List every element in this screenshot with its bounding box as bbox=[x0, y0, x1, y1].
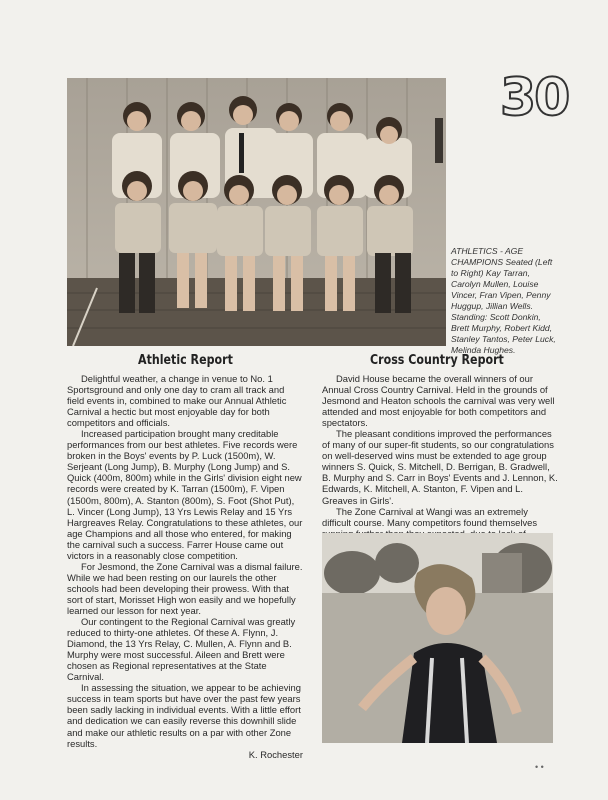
cross-country-heading: Cross Country Report bbox=[370, 352, 504, 368]
group-photo-illustration bbox=[67, 78, 446, 346]
athletic-paragraph: In assessing the situation, we appear to be achieving success in team sports but have over the past few years been sadly lacking in individual events. With a little effort and dedication we can easily reverse this downhill slide and make our athletic results on a par with other Zone results. bbox=[67, 682, 301, 749]
photo-caption: ATHLETICS - AGE CHAMPIONS Seated (Left to Right) Kay Tarran, Carolyn Mullen, Louise Vincer, Fran Vipen, Penny Huggup, Jillian Wells. Standing: Scott Donkin, Brett Murphy, Robert Kidd, Stanley Tantos, Peter Luck, Melinda Hughes. bbox=[451, 246, 556, 355]
page-marks: • • bbox=[535, 762, 544, 772]
athletic-paragraph: Our contingent to the Regional Carnival was greatly reduced to thirty-one athletes. Of these A. Flynn, J. Diamond, the 13 Yrs Relay, C. Mullen, A. Flynn and B. Murphy were most successful. Aileen and Brett were chosen as Regional representatives at the State Carnival. bbox=[67, 616, 296, 683]
cross-country-runner-photo bbox=[322, 533, 553, 743]
athletic-report-heading: Athletic Report bbox=[138, 352, 233, 368]
cross-country-paragraph: The Zone Carnival at Wangi was an extremely difficult course. Many competitors found themselves bbox=[322, 505, 538, 528]
report-signature: K. Rochester bbox=[248, 748, 303, 760]
athletic-paragraph: Delightful weather, a change in venue to No. 1 Sportsground and only one day to cram all track and field events in, combined to make our Annual Athletic Carnival a hectic but most enjoyable day for both competitors and officials. bbox=[67, 373, 287, 429]
page-number: 30 bbox=[500, 68, 569, 128]
runner-photo-illustration bbox=[322, 533, 553, 743]
cross-country-paragraph: David House became the overall winners of our Annual Cross Country Carnival. Held in the grounds of Jesmond and Heaton schools the carnival was very well attended and most enjoyable for both competitors and spectators. bbox=[322, 373, 555, 429]
athletic-paragraph: For Jesmond, the Zone Carnival was a dismal failure. While we had been resting on our laurels the other schools had been developing their prowess. With that sort of start, Morisset High won easily and we hopefully learned our lesson for next year. bbox=[67, 560, 303, 616]
athletic-paragraph: Increased participation brought many creditable performances from our best athletes. Five records were broken in the Boys' events by P. Luck (1500m), W. Serjeant (Long Jump), B. Murphy (Long Jump) and S. Quick (400m, 800m) while in the Girls' division eight new records were created by K. Tarran (1500m), F. Vipen (1500m, 800m), A. Stanton (800m), S. Foot (Shot Put), L. Vincer (Long Jump), 13 Yrs Lewis Relay and 15 Yrs Hargreaves Relay. Congratulations to these athletes, our age Champions and all those who entered, for making the carnival such a success. Farrer House came out victors in a reasonably close competition. bbox=[67, 428, 303, 561]
cross-country-paragraph: The pleasant conditions improved the performances of many of our super-fit students, so our congratulations on well-deserved wins must be extended to age group winners S. Quick, S. Mitchell, D. Berrigan, B. Gradwell, B. Murphy and S. Carr in Boys' Events and J. Lennon, K. Edwards, K. Mitchell, A. Stanton, F. Vipen and L. Greaves in Girls'. bbox=[322, 428, 558, 506]
cross-country-body bbox=[322, 373, 558, 539]
athletics-group-photo bbox=[67, 78, 446, 346]
athletic-report-body bbox=[67, 373, 303, 760]
